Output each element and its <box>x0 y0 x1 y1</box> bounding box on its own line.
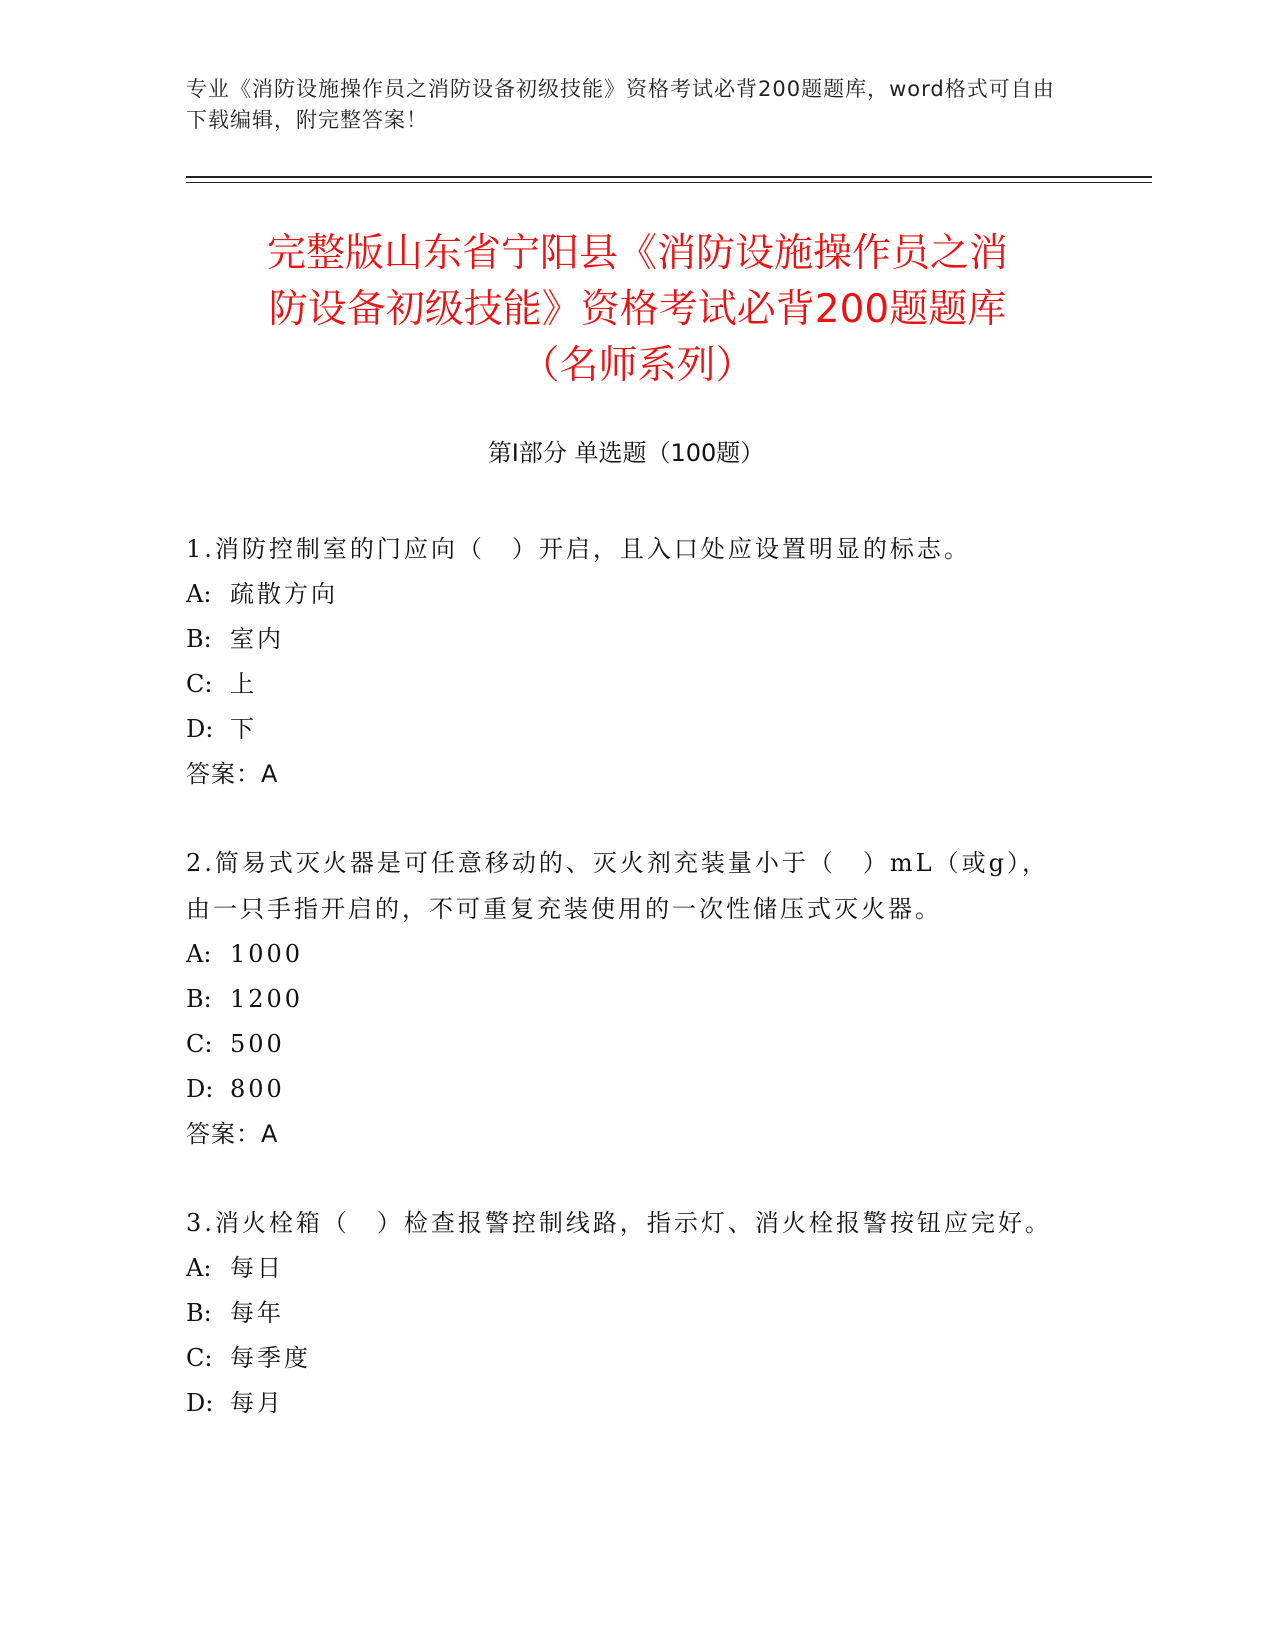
option-b <box>186 617 1066 662</box>
option-a <box>186 572 1066 617</box>
option-text: 疏散方向 <box>230 580 338 608</box>
section-title: 第Ⅰ部分 单选题（100题） <box>487 439 765 467</box>
option-text: 每季度 <box>230 1344 311 1372</box>
option-text: 1000 <box>230 940 304 968</box>
option-letter: C: <box>186 1344 213 1372</box>
question-3 <box>186 1200 1066 1426</box>
option-text: 上 <box>230 670 257 698</box>
question-2 <box>186 840 1066 1157</box>
question-text: 2.简易式灭火器是可任意移动的、灭火剂充装量小于（ ）mL（或g），由一只手指开启的，不可重复充装使用的一次性储压式灭火器。 <box>186 849 1049 923</box>
document-title <box>160 226 1115 394</box>
option-c <box>186 662 1066 707</box>
option-text: 每年 <box>230 1299 284 1327</box>
option-letter: A: <box>186 580 212 608</box>
question-1 <box>186 526 1066 797</box>
option-text: 1200 <box>230 985 304 1013</box>
option-text: 500 <box>230 1030 285 1058</box>
header-rule-thin <box>186 182 1152 183</box>
option-text: 室内 <box>230 625 284 653</box>
answer-line: 答案：A <box>186 760 279 788</box>
option-letter: D: <box>186 1389 214 1417</box>
question-text: 1.消防控制室的门应向（ ）开启，且入口处应设置明显的标志。 <box>186 535 971 563</box>
option-text: 下 <box>230 715 257 743</box>
option-d <box>186 707 1066 752</box>
option-letter: A: <box>186 940 212 968</box>
option-b <box>186 1291 1066 1336</box>
option-d <box>186 1067 1066 1112</box>
header-rule-thick <box>186 176 1152 178</box>
document-title-line-1: 完整版山东省宁阳县《消防设施操作员之消 <box>266 231 1008 276</box>
option-d <box>186 1381 1066 1426</box>
option-letter: D: <box>186 1075 214 1103</box>
answer-line: 答案：A <box>186 1120 279 1148</box>
option-letter: D: <box>186 715 214 743</box>
question-list <box>186 526 1066 1469</box>
option-letter: B: <box>186 985 212 1013</box>
option-letter: B: <box>186 1299 212 1327</box>
page-header: 专业《消防设施操作员之消防设备初级技能》资格考试必背200题题库，word格式可自由下载编辑，附完整答案！ <box>186 77 1055 132</box>
option-letter: C: <box>186 670 213 698</box>
option-c <box>186 1336 1066 1381</box>
option-a <box>186 932 1066 977</box>
document-title-line-2: 防设备初级技能》资格考试必背200题题库 <box>268 287 1007 332</box>
option-c <box>186 1022 1066 1067</box>
option-a <box>186 1246 1066 1291</box>
question-text: 3.消火栓箱（ ）检查报警控制线路，指示灯、消火栓报警按钮应完好。 <box>186 1209 1052 1237</box>
document-title-line-3: （名师系列） <box>520 343 755 388</box>
option-text: 每日 <box>230 1254 284 1282</box>
option-letter: B: <box>186 625 212 653</box>
option-text: 800 <box>230 1075 285 1103</box>
option-letter: C: <box>186 1030 213 1058</box>
option-letter: A: <box>186 1254 212 1282</box>
option-text: 每月 <box>230 1389 284 1417</box>
option-b <box>186 977 1066 1022</box>
